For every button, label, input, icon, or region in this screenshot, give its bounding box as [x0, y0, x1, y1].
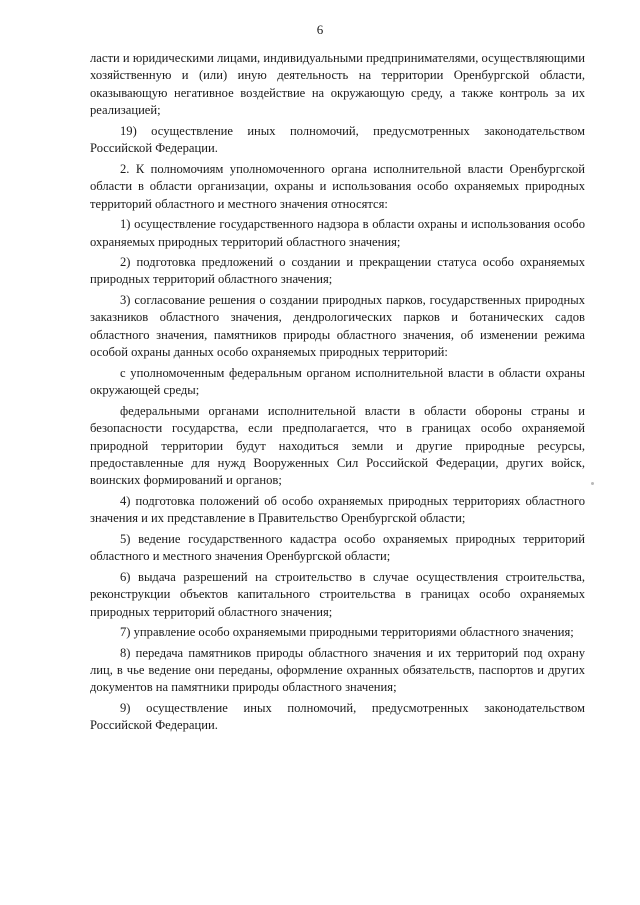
- paragraph-6: 3) согласование решения о создании природных парков, государственных природных заказников областного значения, дендрологических парков и ботанических садов областного значения, памятников природы областного значения, об изменении режима особой охраны данных особо охраняемых природных территорий:: [90, 292, 585, 360]
- paragraph-9: 4) подготовка положений об особо охраняемых природных территориях областного значения и их представление в Правительство Оренбургской области;: [90, 493, 585, 526]
- paragraph-13: 8) передача памятников природы областного значения и их территорий под охрану лиц, в чье ведение они переданы, оформление охранных обязательств, паспортов и других документов на памятники природы областного значения;: [90, 645, 585, 695]
- paragraph-14: 9) осуществление иных полномочий, предусмотренных законодательством Российской Федерации.: [90, 700, 585, 733]
- paragraph-2: 19) осуществление иных полномочий, предусмотренных законодательством Российской Федерации.: [90, 123, 585, 156]
- paragraph-11: 6) выдача разрешений на строительство в случае осуществления строительства, реконструкции объектов капитального строительства в границах особо охраняемых природных территорий областного значения;: [90, 569, 585, 619]
- paragraph-1: ласти и юридическими лицами, индивидуальными предпринимателями, осуществляющими хозяйственную и (или) иную деятельность на территории Оренбургской области, оказывающую негативное воздействие на окружающую среду, а также контроль за их реализацией;: [90, 51, 585, 118]
- paragraph-10: 5) ведение государственного кадастра особо охраняемых природных территорий областного и местного значения Оренбургской области;: [90, 531, 585, 564]
- page-number: 6: [316, 22, 324, 37]
- paragraph-8: федеральными органами исполнительной власти в области обороны страны и безопасности государства, если предполагается, что в границах особо охраняемой природной территории будут находиться земли и другие природные ресурсы, предоставленные для нужд Вооруженных Сил Российской Федерации, других войск, воинских формирований и органов;: [90, 403, 585, 488]
- document-body: [90, 50, 585, 738]
- paragraph-3: 2. К полномочиям уполномоченного органа исполнительной власти Оренбургской области в области организации, охраны и использования особо охраняемых природных территорий областного и местного значения относятся:: [90, 161, 585, 211]
- paragraph-5: 2) подготовка предложений о создании и прекращении статуса особо охраняемых природных территорий областного значения;: [90, 254, 585, 287]
- paragraph-7: с уполномоченным федеральным органом исполнительной власти в области охраны окружающей среды;: [90, 365, 585, 398]
- paragraph-12: 7) управление особо охраняемыми природными территориями областного значения;: [120, 625, 574, 640]
- scan-artifact: [591, 482, 594, 485]
- paragraph-4: 1) осуществление государственного надзора в области охраны и использования особо охраняемых природных территорий областного значения;: [90, 217, 585, 249]
